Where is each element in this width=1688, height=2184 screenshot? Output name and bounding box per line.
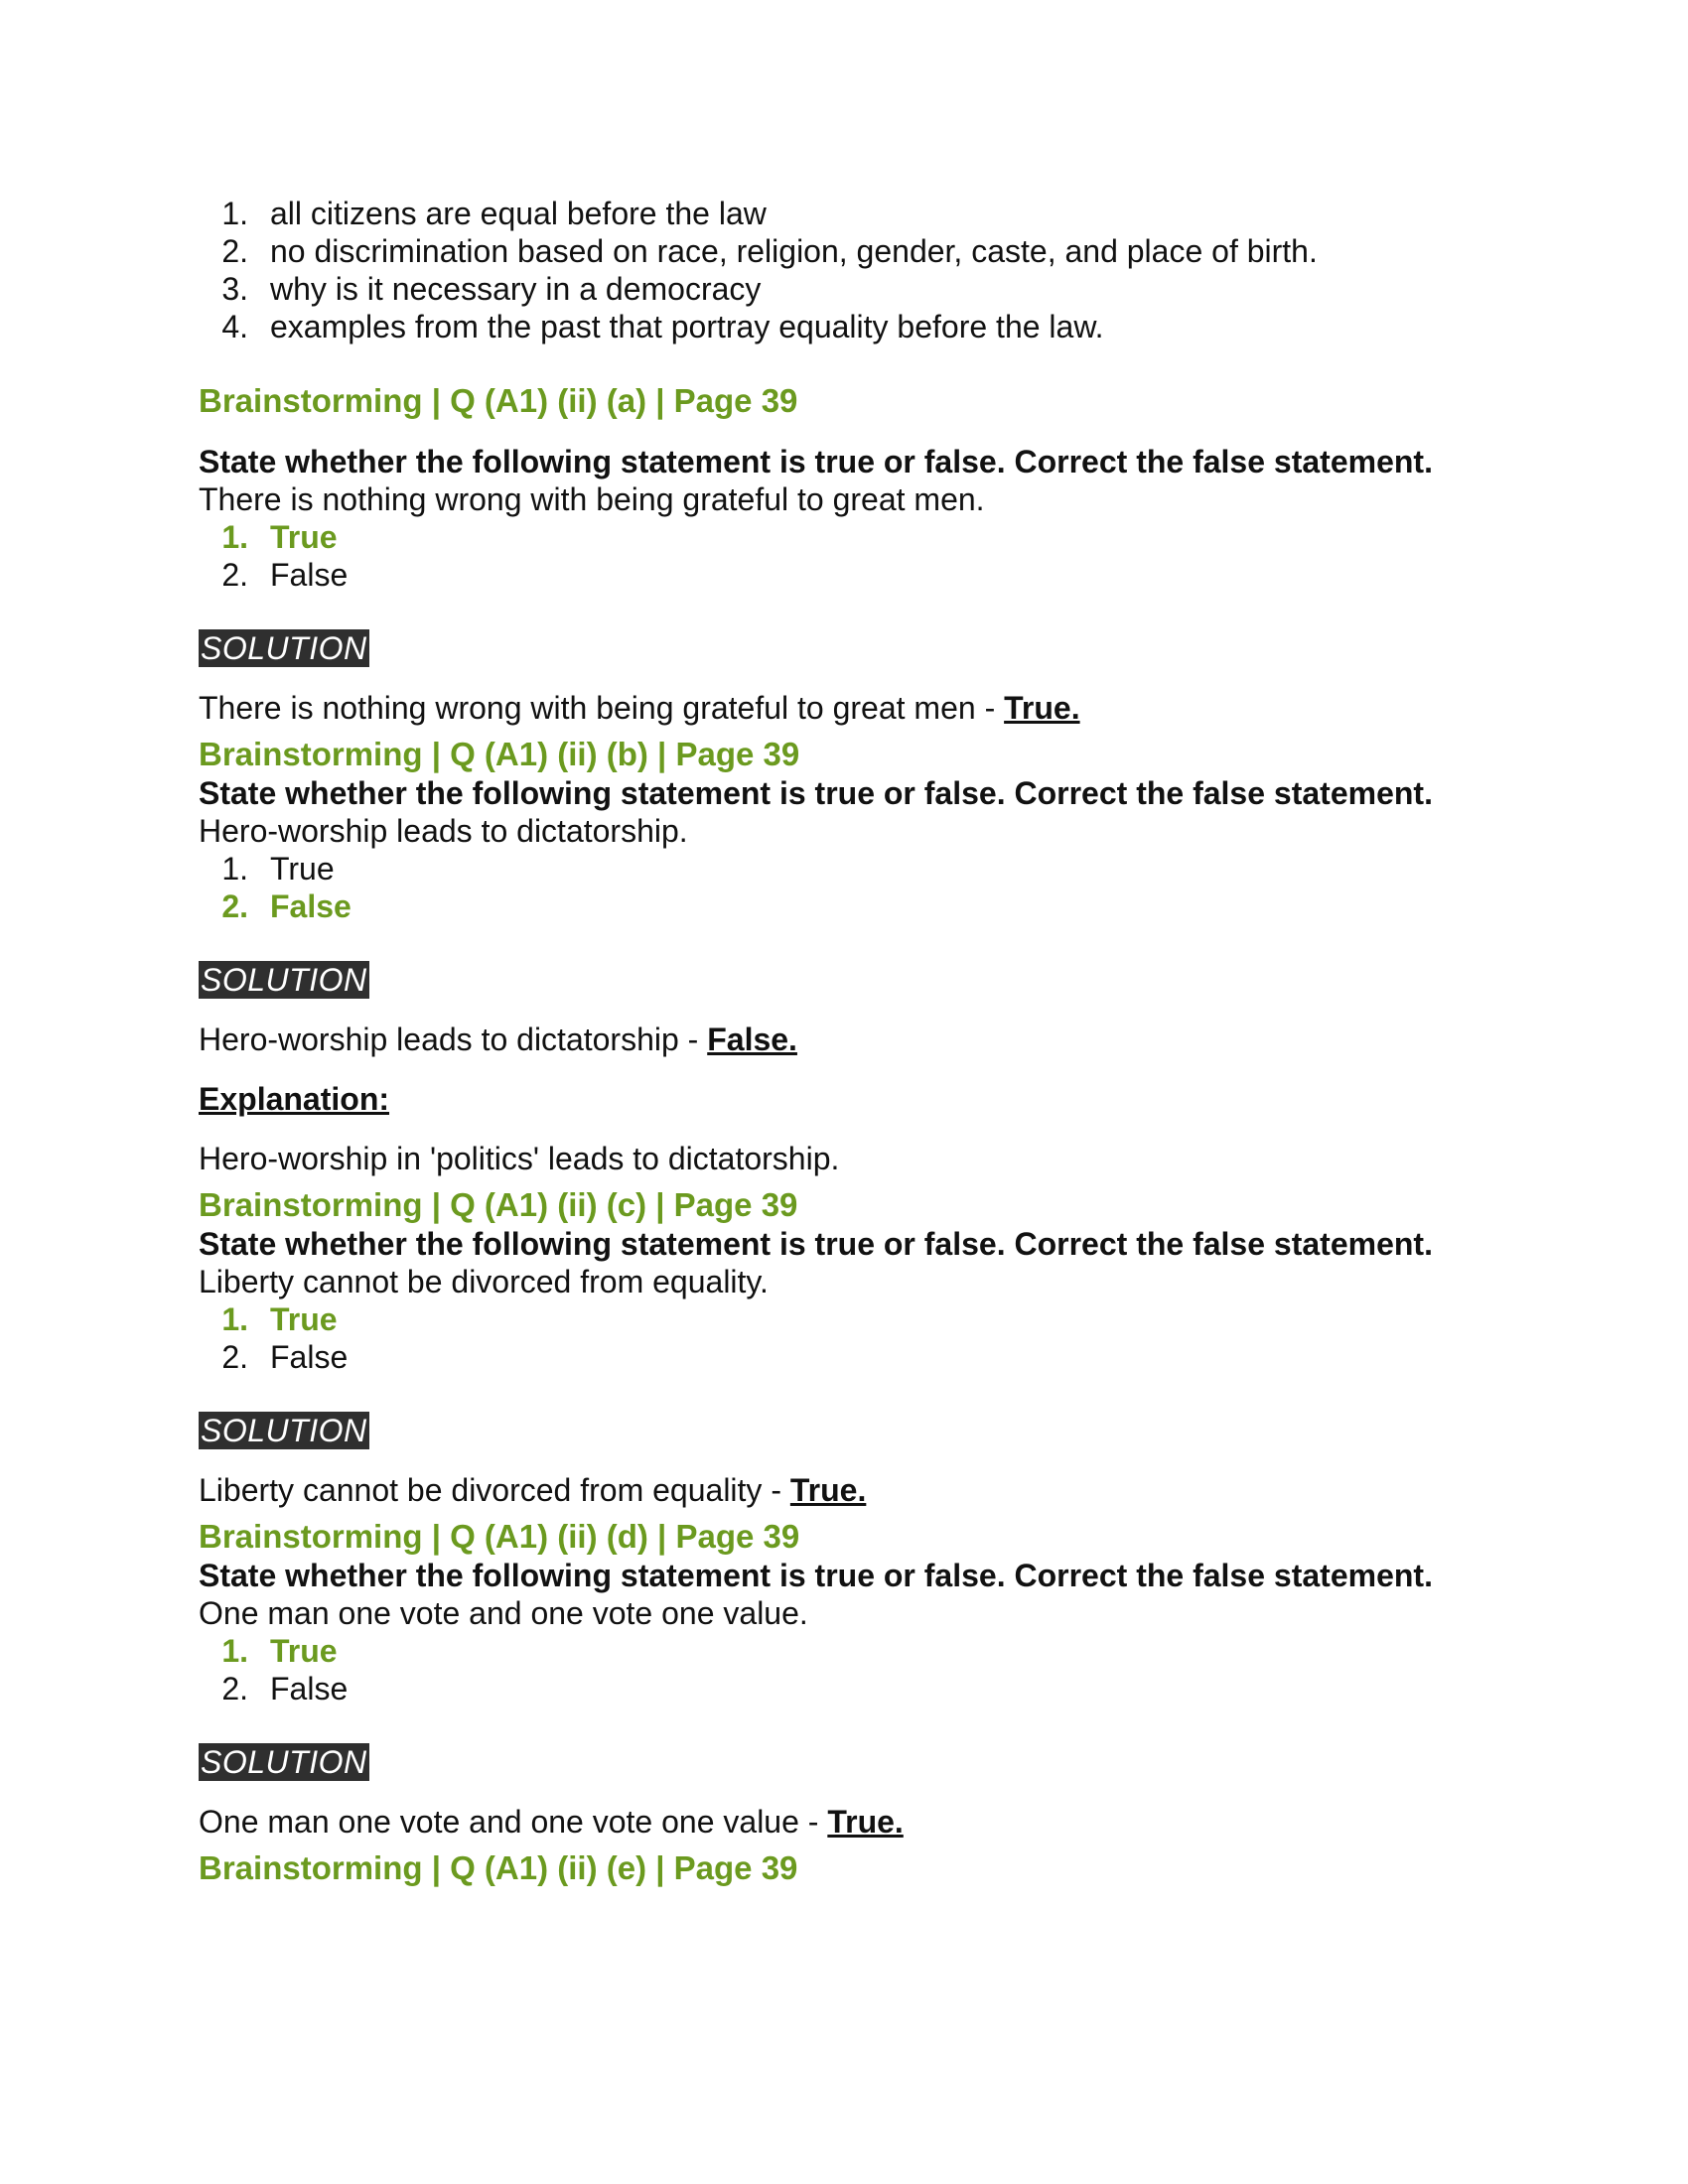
question-instruction: State whether the following statement is true or false. Correct the false statement. bbox=[199, 1226, 1433, 1262]
intro-list bbox=[199, 195, 1509, 345]
list-item bbox=[199, 308, 1509, 345]
solution-badge: SOLUTION bbox=[201, 962, 367, 998]
question-statement: Hero-worship leads to dictatorship. bbox=[199, 813, 688, 849]
option-label: False bbox=[270, 888, 352, 924]
answer-line bbox=[199, 1803, 1509, 1841]
option-label: True bbox=[270, 519, 338, 555]
option-label: True bbox=[270, 851, 335, 887]
question-statement: One man one vote and one vote one value. bbox=[199, 1595, 808, 1631]
question-heading: Brainstorming | Q (A1) (ii) (a) | Page 39 bbox=[199, 382, 798, 419]
answer-prefix: Hero-worship leads to dictatorship - bbox=[199, 1022, 708, 1057]
list-number: 3. bbox=[221, 271, 248, 307]
option-label: True bbox=[270, 1633, 338, 1669]
answer-value: True. bbox=[1004, 690, 1080, 726]
question-instruction: State whether the following statement is true or false. Correct the false statement. bbox=[199, 775, 1433, 811]
question-heading: Brainstorming | Q (A1) (ii) (b) | Page 39 bbox=[199, 736, 800, 772]
question-heading: Brainstorming | Q (A1) (ii) (d) | Page 39 bbox=[199, 1518, 800, 1555]
list-item bbox=[199, 195, 1509, 232]
question-heading: Brainstorming | Q (A1) (ii) (c) | Page 39 bbox=[199, 1186, 798, 1223]
question-statement: Liberty cannot be divorced from equality. bbox=[199, 1264, 769, 1299]
option-item-correct bbox=[199, 887, 1509, 925]
option-item-correct bbox=[199, 1300, 1509, 1338]
explanation-text: Hero-worship in 'politics' leads to dictatorship. bbox=[199, 1141, 840, 1176]
option-number: 1. bbox=[221, 1301, 248, 1337]
option-number: 1. bbox=[221, 519, 248, 555]
option-item-correct bbox=[199, 1632, 1509, 1670]
option-number: 1. bbox=[221, 851, 248, 887]
answer-value: False. bbox=[707, 1022, 797, 1057]
solution-badge: SOLUTION bbox=[201, 630, 367, 666]
question-statement: There is nothing wrong with being grateful to great men. bbox=[199, 481, 985, 517]
answer-prefix: There is nothing wrong with being grateful to great men - bbox=[199, 690, 1005, 726]
list-text: all citizens are equal before the law bbox=[270, 196, 767, 231]
option-list bbox=[199, 1632, 1509, 1707]
answer-prefix: One man one vote and one vote one value - bbox=[199, 1804, 828, 1840]
list-text: why is it necessary in a democracy bbox=[270, 271, 762, 307]
list-item bbox=[199, 270, 1509, 308]
explanation-heading: Explanation: bbox=[199, 1081, 390, 1117]
option-item bbox=[199, 1338, 1509, 1376]
option-item bbox=[199, 850, 1509, 887]
next-question-heading: Brainstorming | Q (A1) (ii) (e) | Page 39 bbox=[199, 1849, 798, 1886]
question-block-b bbox=[199, 735, 1509, 1177]
option-label: False bbox=[270, 1671, 349, 1706]
option-number: 2. bbox=[221, 1671, 248, 1706]
list-text: examples from the past that portray equality before the law. bbox=[270, 309, 1104, 344]
option-item bbox=[199, 556, 1509, 594]
option-list bbox=[199, 1300, 1509, 1376]
option-label: False bbox=[270, 1339, 349, 1375]
solution-badge: SOLUTION bbox=[201, 1413, 367, 1448]
question-instruction: State whether the following statement is true or false. Correct the false statement. bbox=[199, 444, 1433, 479]
question-block-c bbox=[199, 1185, 1509, 1509]
option-number: 1. bbox=[221, 1633, 248, 1669]
option-number: 2. bbox=[221, 888, 248, 924]
option-list bbox=[199, 518, 1509, 594]
list-number: 1. bbox=[221, 196, 248, 231]
option-list bbox=[199, 850, 1509, 925]
list-text: no discrimination based on race, religion, gender, caste, and place of birth. bbox=[270, 233, 1318, 269]
answer-prefix: Liberty cannot be divorced from equality - bbox=[199, 1472, 790, 1508]
page-content bbox=[199, 195, 1509, 1888]
list-number: 2. bbox=[221, 233, 248, 269]
question-block-a bbox=[199, 381, 1509, 727]
option-item bbox=[199, 1670, 1509, 1707]
answer-value: True. bbox=[789, 1472, 867, 1508]
list-number: 4. bbox=[221, 309, 248, 344]
answer-line bbox=[199, 1471, 1509, 1509]
answer-line bbox=[199, 1021, 1509, 1058]
answer-value: True. bbox=[827, 1804, 904, 1840]
option-number: 2. bbox=[221, 1339, 248, 1375]
option-label: True bbox=[270, 1301, 338, 1337]
list-item bbox=[199, 232, 1509, 270]
question-instruction: State whether the following statement is true or false. Correct the false statement. bbox=[199, 1558, 1433, 1593]
question-block-d bbox=[199, 1517, 1509, 1841]
option-label: False bbox=[270, 557, 349, 593]
answer-line bbox=[199, 689, 1509, 727]
solution-badge: SOLUTION bbox=[201, 1744, 367, 1780]
option-item-correct bbox=[199, 518, 1509, 556]
option-number: 2. bbox=[221, 557, 248, 593]
